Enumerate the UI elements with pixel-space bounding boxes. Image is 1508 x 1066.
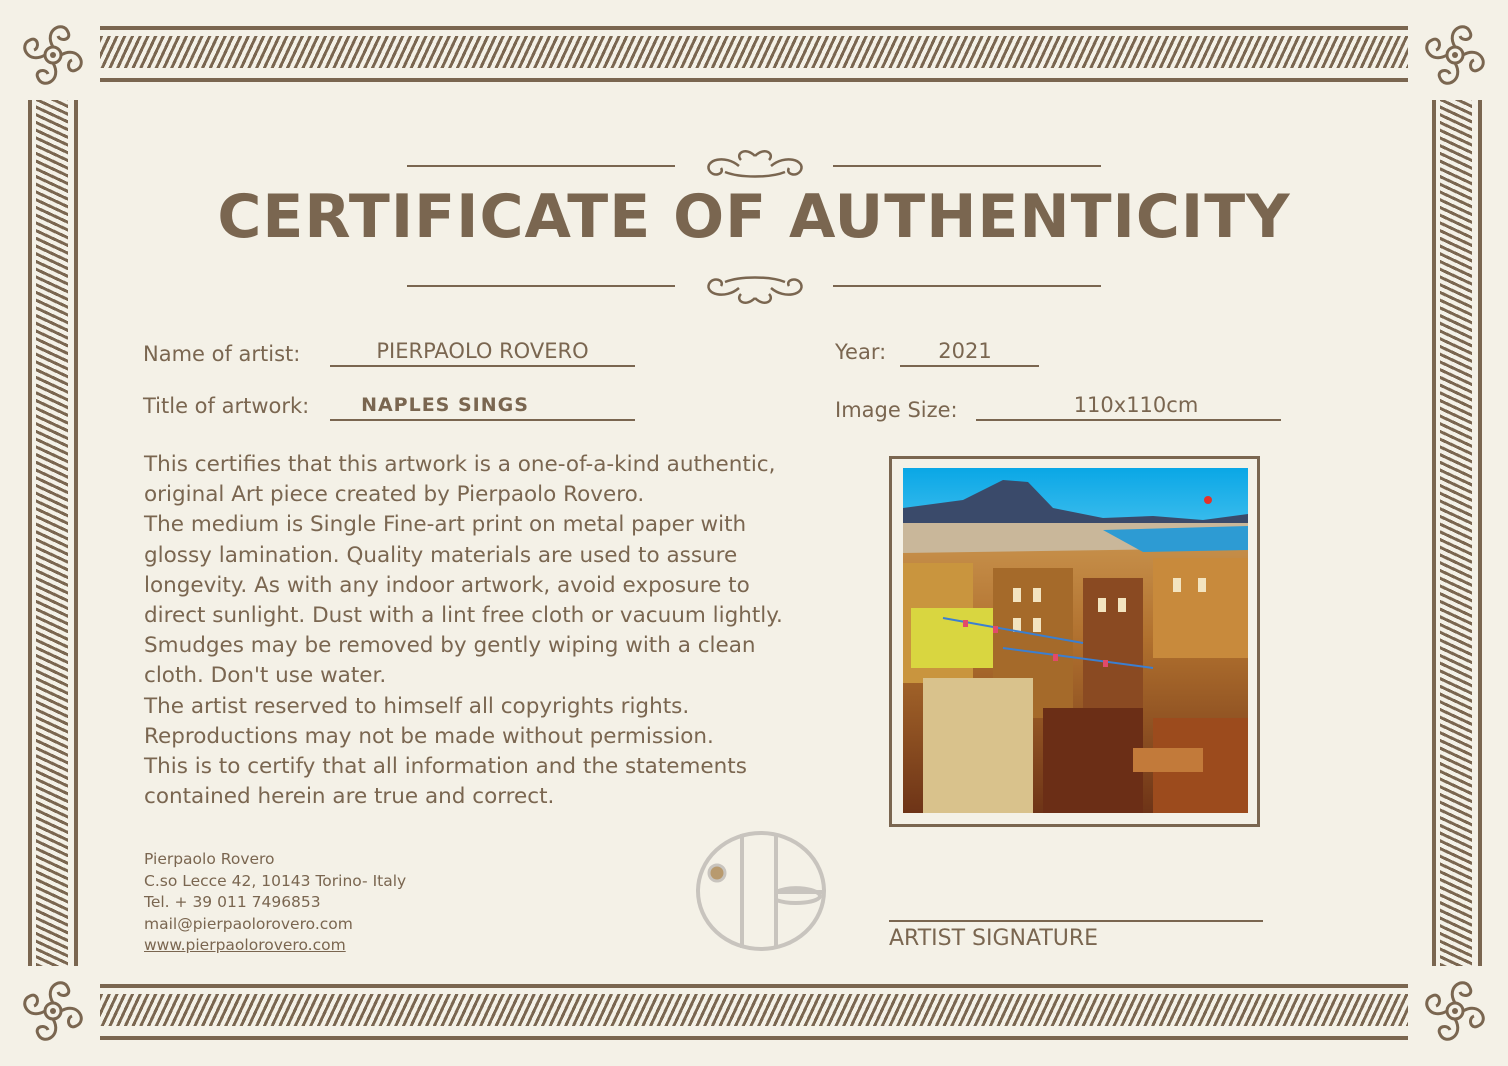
body-line: direct sunlight. Dust with a lint free cloth or vacuum lightly.: [144, 603, 783, 629]
body-line: Reproductions may not be made without permission.: [144, 723, 714, 749]
artwork-title-underline: [330, 419, 635, 421]
image-size-label: Image Size:: [835, 398, 958, 422]
image-size-value: 110x110cm: [1073, 393, 1199, 417]
year-underline: [900, 365, 1039, 367]
body-line: The artist reserved to himself all copyrights rights.: [144, 693, 690, 719]
corner-ornament-icon: [8, 10, 98, 100]
artist-label: Name of artist:: [143, 342, 301, 366]
contact-email[interactable]: mail@pierpaolorovero.com: [144, 914, 353, 933]
year-label: Year:: [835, 340, 887, 364]
contact-address: C.so Lecce 42, 10143 Torino- Italy: [144, 871, 407, 890]
contact-website[interactable]: www.pierpaolorovero.com: [144, 936, 346, 954]
contact-phone: Tel. + 39 011 7496853: [144, 893, 321, 911]
artwork-frame: [889, 456, 1260, 827]
image-size-underline: [976, 419, 1281, 421]
title-rule-top-left: [407, 165, 675, 167]
body-line: contained herein are true and correct.: [144, 784, 555, 810]
signature-label: ARTIST SIGNATURE: [889, 926, 1099, 951]
page-title: CERTIFICATE OF AUTHENTICITY: [217, 182, 1291, 252]
body-line: original Art piece created by Pierpaolo Rovero.: [144, 482, 645, 508]
certificate-body: [144, 450, 834, 812]
artwork-image: [903, 468, 1248, 813]
corner-ornament-icon: [1410, 966, 1500, 1056]
signature-line: [889, 920, 1263, 922]
title-rule-bottom-left: [407, 285, 675, 287]
top-border: [100, 22, 1408, 82]
artist-underline: [330, 365, 635, 367]
title-rule-bottom-right: [833, 285, 1101, 287]
flourish-top-icon: [695, 146, 815, 182]
body-line: cloth. Don't use water.: [144, 663, 387, 689]
body-line: This certifies that this artwork is a one-of-a-kind authentic,: [144, 452, 776, 477]
contact-name: Pierpaolo Rovero: [144, 850, 275, 868]
contact-block: [144, 849, 406, 957]
artwork-title-label: Title of artwork:: [143, 394, 310, 418]
flourish-bottom-icon: [695, 272, 815, 308]
corner-ornament-icon: [8, 966, 98, 1056]
artist-value: PIERPAOLO ROVERO: [376, 339, 589, 363]
corner-ornament-icon: [1410, 10, 1500, 100]
year-value: 2021: [938, 339, 992, 363]
title-rule-top-right: [833, 165, 1101, 167]
body-line: Smudges may be removed by gently wiping with a clean: [144, 633, 756, 659]
body-line: glossy lamination. Quality materials are used to assure: [144, 542, 738, 568]
body-line: The medium is Single Fine-art print on metal paper with: [144, 512, 747, 538]
body-line: This is to certify that all information and the statements: [144, 754, 747, 780]
bottom-border: [100, 980, 1408, 1040]
artwork-title-value: NAPLES SINGS: [361, 394, 529, 416]
body-line: longevity. As with any indoor artwork, avoid exposure to: [144, 572, 750, 598]
artist-logo-icon: [694, 830, 828, 952]
